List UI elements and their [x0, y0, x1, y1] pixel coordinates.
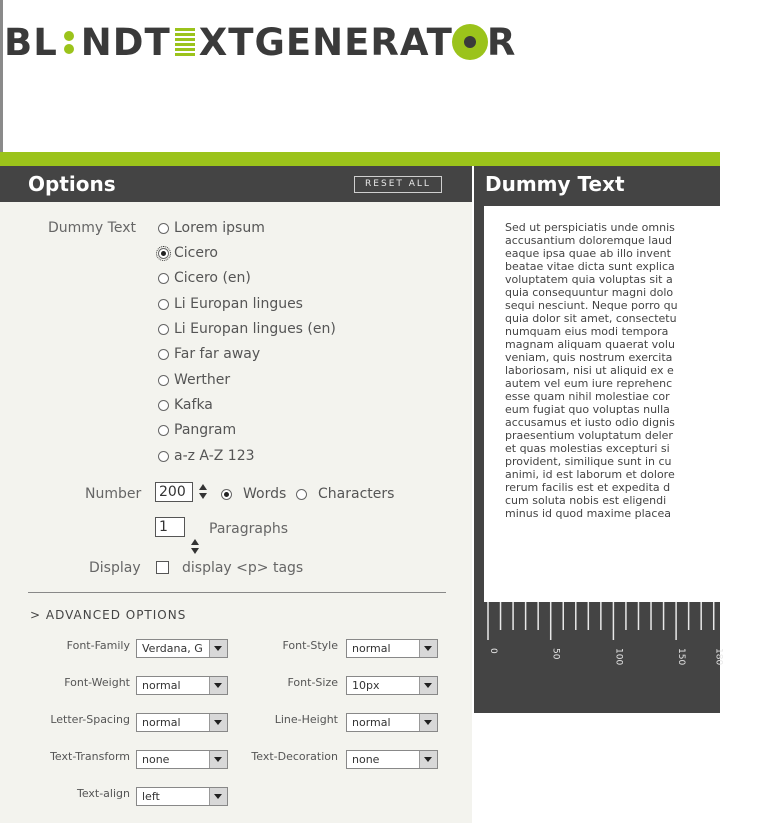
- dummy-text-line: magnam aliquam quaerat volu: [505, 338, 675, 351]
- select-value: normal: [352, 716, 391, 729]
- dropdown-arrow-icon[interactable]: [419, 640, 437, 657]
- dummy-text-label: Dummy Text: [48, 220, 136, 236]
- font-size-select[interactable]: [346, 676, 438, 695]
- dummy-text-line: autem vel eum iure reprehenc: [505, 377, 673, 390]
- radio-button[interactable]: [158, 299, 169, 310]
- text-decoration-label: Text-Decoration: [251, 750, 338, 763]
- dummy-text-line: accusamus et iusto odio dignis: [505, 416, 675, 429]
- paragraphs-input[interactable]: 1: [155, 517, 185, 537]
- radio-label: Cicero: [174, 245, 218, 261]
- options-title: Options: [28, 172, 116, 196]
- logo-gear-icon: [455, 27, 485, 57]
- radio-label: Words: [243, 486, 287, 502]
- text-transform-label: Text-Transform: [50, 750, 130, 763]
- font-style-label: Font-Style: [282, 639, 338, 652]
- number-spinner-icon[interactable]: [198, 482, 207, 502]
- dummy-text-line: minus id quod maxime placea: [505, 507, 671, 520]
- dummy-text-header: [474, 166, 720, 202]
- dummy-text-line: provident, similique sunt in cu: [505, 455, 672, 468]
- dropdown-arrow-icon[interactable]: [209, 640, 227, 657]
- radio-werther[interactable]: [158, 372, 230, 388]
- radio-label: Lorem ipsum: [174, 220, 265, 236]
- dummy-text-line: laboriosam, nisi ut aliquid ex e: [505, 364, 674, 377]
- unit-characters-radio[interactable]: [296, 486, 394, 502]
- logo-text-1: BL: [4, 20, 58, 64]
- logo-colon-icon: [60, 27, 78, 57]
- radio-li-europan-en[interactable]: [158, 321, 336, 337]
- radio-button[interactable]: [158, 349, 169, 360]
- dummy-text-line: voluptatem quia voluptas sit a: [505, 273, 673, 286]
- radio-label: Li Europan lingues: [174, 296, 303, 312]
- select-value: 10px: [352, 679, 380, 692]
- dummy-text-line: eaque ipsa quae ab illo invent: [505, 247, 671, 260]
- select-value: Verdana, G: [142, 642, 203, 655]
- radio-far-far-away[interactable]: [158, 346, 260, 362]
- unit-words-radio[interactable]: [221, 486, 286, 502]
- radio-label: Cicero (en): [174, 270, 251, 286]
- select-value: normal: [352, 642, 391, 655]
- radio-label: Pangram: [174, 422, 237, 438]
- dropdown-arrow-icon[interactable]: [419, 677, 437, 694]
- radio-kafka[interactable]: [158, 397, 213, 413]
- radio-label: Li Europan lingues (en): [174, 321, 336, 337]
- select-value: normal: [142, 716, 181, 729]
- logo-text-3: XTGENERAT: [198, 20, 453, 64]
- radio-button-selected[interactable]: [221, 489, 232, 500]
- radio-button[interactable]: [158, 451, 169, 462]
- dummy-text-line: sequi nesciunt. Neque porro qu: [505, 299, 678, 312]
- text-align-select[interactable]: [136, 787, 228, 806]
- display-p-tags-checkbox[interactable]: [156, 561, 169, 574]
- dummy-text-line: quia dolor sit amet, consectetu: [505, 312, 677, 325]
- dummy-text-line: esse quam nihil molestiae cor: [505, 390, 670, 403]
- dummy-text-line: accusantium doloremque laud: [505, 234, 673, 247]
- line-height-label: Line-Height: [274, 713, 338, 726]
- dropdown-arrow-icon[interactable]: [209, 788, 227, 805]
- dummy-text-line: animi, id est laborum et dolore: [505, 468, 675, 481]
- dummy-text-line: quia consequuntur magni dolo: [505, 286, 674, 299]
- dummy-text-title: Dummy Text: [485, 172, 625, 196]
- reset-all-button[interactable]: RESET ALL: [354, 176, 442, 193]
- dropdown-arrow-icon[interactable]: [209, 677, 227, 694]
- radio-button[interactable]: [158, 425, 169, 436]
- select-value: left: [142, 790, 160, 803]
- radio-li-europan[interactable]: [158, 296, 303, 312]
- advanced-options-toggle[interactable]: > ADVANCED OPTIONS: [30, 608, 187, 622]
- text-decoration-select[interactable]: [346, 750, 438, 769]
- dropdown-arrow-icon[interactable]: [209, 714, 227, 731]
- radio-label: Far far away: [174, 346, 261, 362]
- logo-text-4: R: [486, 20, 517, 64]
- dummy-text-output[interactable]: [484, 206, 720, 602]
- ruler-label: 50: [550, 648, 561, 660]
- display-p-tags-label: display <p> tags: [182, 560, 304, 576]
- dummy-text-line: praesentium voluptatum deler: [505, 429, 673, 442]
- radio-button[interactable]: [158, 223, 169, 234]
- green-rule: [0, 152, 720, 166]
- font-style-select[interactable]: [346, 639, 438, 658]
- select-value: normal: [142, 679, 181, 692]
- radio-label: a-z A-Z 123: [174, 448, 255, 464]
- display-label: Display: [89, 560, 141, 576]
- dummy-text-line: numquam eius modi tempora: [505, 325, 669, 338]
- width-ruler[interactable]: [484, 602, 724, 713]
- dummy-text-line: veniam, quis nostrum exercita: [505, 351, 673, 364]
- font-family-label: Font-Family: [66, 639, 130, 652]
- divider: [28, 592, 446, 593]
- logo-text-2: NDT: [80, 20, 171, 64]
- letter-spacing-select[interactable]: [136, 713, 228, 732]
- ruler-label: 0: [488, 648, 498, 654]
- dummy-text-line: rerum facilis est et expedita d: [505, 481, 671, 494]
- logo: [4, 20, 516, 64]
- radio-lorem-ipsum[interactable]: [158, 220, 265, 236]
- select-value: none: [142, 753, 170, 766]
- logo-lines-icon: [175, 28, 195, 56]
- radio-label: Kafka: [174, 397, 213, 413]
- font-weight-label: Font-Weight: [64, 676, 130, 689]
- dummy-text-line: eum fugiat quo voluptas nulla: [505, 403, 670, 416]
- radio-button[interactable]: [158, 324, 169, 335]
- dummy-text-line: Sed ut perspiciatis unde omnis: [505, 221, 675, 234]
- radio-button[interactable]: [158, 273, 169, 284]
- text-align-label: Text-align: [76, 787, 130, 800]
- text-transform-select[interactable]: [136, 750, 228, 769]
- dummy-text-line: et quas molestias excepturi si: [505, 442, 670, 455]
- letter-spacing-label: Letter-Spacing: [50, 713, 130, 726]
- dropdown-arrow-icon[interactable]: [419, 751, 437, 768]
- paragraphs-label: Paragraphs: [209, 521, 289, 537]
- ruler-label: 180: [713, 648, 724, 666]
- number-label: Number: [85, 486, 142, 502]
- paragraphs-spinner-icon[interactable]: [190, 537, 199, 557]
- number-input[interactable]: 200: [155, 482, 193, 502]
- radio-cicero-en[interactable]: [158, 270, 251, 286]
- line-height-select[interactable]: [346, 713, 438, 732]
- radio-cicero[interactable]: [158, 245, 218, 261]
- ruler-label: 100: [613, 648, 624, 666]
- radio-label: Werther: [174, 372, 231, 388]
- radio-button-selected[interactable]: [158, 248, 169, 259]
- dummy-text-body: [505, 221, 765, 520]
- radio-pangram[interactable]: [158, 422, 236, 438]
- ruler-label: 150: [676, 648, 687, 666]
- radio-button[interactable]: [296, 489, 307, 500]
- dummy-text-line: beatae vitae dicta sunt explica: [505, 260, 675, 273]
- radio-label: Characters: [318, 486, 395, 502]
- dropdown-arrow-icon[interactable]: [419, 714, 437, 731]
- radio-button[interactable]: [158, 400, 169, 411]
- dummy-text-line: cum soluta nobis est eligendi: [505, 494, 667, 507]
- dropdown-arrow-icon[interactable]: [209, 751, 227, 768]
- font-size-label: Font-Size: [287, 676, 338, 689]
- select-value: none: [352, 753, 380, 766]
- radio-a-z[interactable]: [158, 448, 255, 464]
- radio-button[interactable]: [158, 375, 169, 386]
- font-weight-select[interactable]: [136, 676, 228, 695]
- font-family-select[interactable]: [136, 639, 228, 658]
